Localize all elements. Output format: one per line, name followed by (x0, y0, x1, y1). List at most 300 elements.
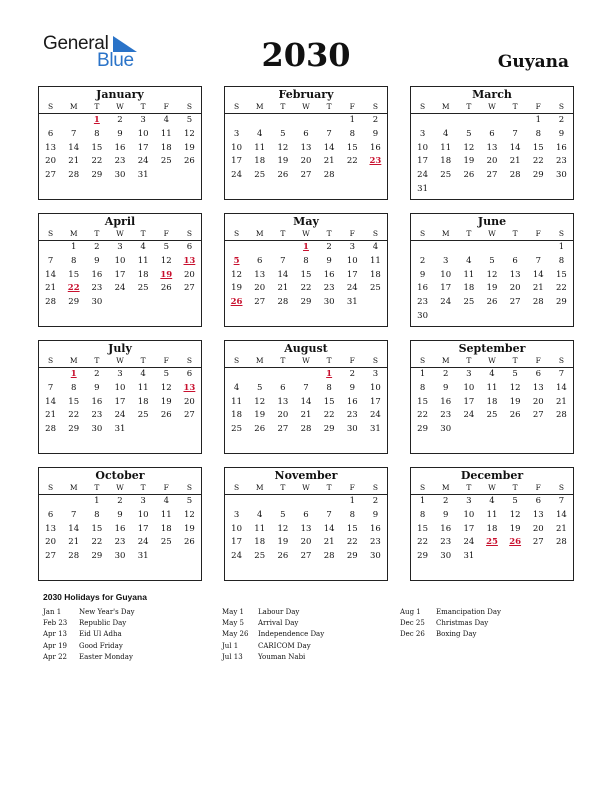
day-cell: 26 (254, 424, 266, 435)
day-cell: 23 (114, 156, 126, 167)
day-cell (480, 550, 503, 564)
weekday-header: T (512, 356, 518, 365)
week-row (39, 368, 201, 382)
week-row (39, 269, 201, 283)
day-cell: 23 (440, 537, 452, 548)
holidays-title: 2030 Holidays for Guyana (43, 592, 147, 602)
holiday-date: Apr 22 (43, 652, 68, 661)
day-cell: 17 (417, 156, 428, 167)
day-cell: 8 (94, 509, 100, 520)
day-cell: 22 (346, 156, 358, 167)
day-cell: 12 (277, 523, 289, 534)
day-cell: 11 (160, 128, 172, 139)
day-cell (504, 241, 527, 255)
week-row (39, 282, 201, 296)
day-cell (155, 296, 178, 310)
day-cell: 16 (346, 396, 358, 407)
day-cell: 3 (140, 115, 146, 125)
day-cell: 31 (346, 297, 358, 308)
holiday-day-cell: 26 (230, 297, 243, 308)
week-row (225, 155, 387, 169)
day-cell: 9 (443, 509, 449, 520)
week-row (225, 128, 387, 142)
day-cell: 19 (277, 156, 289, 167)
day-cell: 5 (280, 128, 286, 139)
weekday-header-row (411, 228, 573, 241)
month-title: May (293, 215, 319, 228)
day-cell: 20 (45, 156, 56, 167)
day-cell: 14 (323, 142, 335, 153)
holiday-name: Republic Day (79, 619, 127, 628)
day-cell: 28 (323, 170, 335, 181)
day-cell: 20 (509, 283, 521, 294)
day-cell: 17 (114, 269, 126, 280)
weekday-header: T (512, 483, 518, 492)
month-title: January (96, 88, 144, 101)
weekday-header: T (326, 356, 332, 365)
day-cell: 21 (509, 156, 521, 167)
day-cell: 10 (463, 382, 475, 393)
day-cell: 14 (509, 142, 521, 153)
holiday-entry (400, 618, 501, 629)
day-cell (457, 423, 480, 437)
day-cell: 26 (160, 283, 172, 294)
week-row (39, 142, 201, 156)
day-cell: 6 (535, 369, 541, 379)
day-cell: 4 (372, 242, 379, 252)
day-cell: 31 (417, 183, 428, 194)
weekday-header: T (466, 356, 472, 365)
day-cell: 8 (349, 509, 355, 520)
weekday-header: W (302, 356, 310, 365)
day-cell: 27 (184, 283, 195, 294)
weekday-header-row (225, 355, 387, 368)
weekday-header-row (411, 355, 573, 368)
day-cell: 3 (372, 369, 379, 379)
day-cell: 8 (71, 382, 77, 393)
weekday-header: T (140, 229, 146, 238)
day-cell: 5 (512, 369, 518, 379)
day-cell: 28 (323, 551, 335, 562)
week-row (39, 509, 201, 523)
day-cell: 10 (370, 382, 381, 393)
day-cell (434, 183, 457, 197)
day-cell: 10 (463, 509, 475, 520)
day-cell: 2 (443, 496, 449, 506)
weekday-header: F (535, 102, 541, 111)
week-row (411, 382, 573, 396)
day-cell: 25 (440, 170, 452, 181)
day-cell (271, 495, 294, 509)
day-cell: 1 (419, 369, 426, 379)
day-cell: 9 (443, 382, 449, 393)
day-cell: 16 (556, 142, 567, 153)
day-cell (178, 296, 201, 310)
day-cell: 4 (233, 382, 240, 393)
day-cell: 3 (233, 509, 240, 520)
weekday-header: T (94, 483, 100, 492)
holiday-date: Apr 19 (43, 641, 68, 650)
day-cell (294, 368, 317, 382)
day-cell: 5 (257, 382, 263, 393)
day-cell: 9 (326, 255, 332, 266)
day-cell: 23 (370, 537, 381, 548)
day-cell: 8 (349, 128, 355, 139)
day-cell (457, 183, 480, 197)
month-title: April (104, 215, 136, 228)
day-cell: 27 (277, 424, 289, 435)
weekday-header-row (411, 101, 573, 114)
weekday-header: F (349, 356, 355, 365)
day-cell: 7 (558, 369, 565, 379)
day-cell (155, 423, 178, 437)
week-row (411, 241, 573, 255)
day-cell: 22 (91, 537, 103, 548)
weekday-header: S (48, 356, 54, 365)
month-may (224, 213, 388, 327)
day-cell: 29 (300, 297, 312, 308)
day-cell: 18 (231, 410, 242, 421)
weekday-header: M (441, 483, 450, 492)
day-cell: 28 (45, 424, 56, 435)
day-cell: 20 (532, 396, 544, 407)
day-cell: 2 (558, 115, 565, 125)
week-row (411, 368, 573, 382)
day-cell: 17 (137, 142, 149, 153)
week-row (225, 255, 387, 269)
day-cell: 2 (349, 369, 355, 379)
day-cell: 2 (419, 255, 426, 266)
week-row (411, 114, 573, 128)
day-cell: 1 (71, 242, 77, 252)
day-cell: 3 (117, 242, 123, 252)
day-cell: 2 (117, 496, 123, 506)
holiday-entry (43, 618, 135, 629)
day-cell: 11 (254, 142, 266, 153)
week-row (225, 409, 387, 423)
holiday-entry (43, 641, 135, 652)
day-cell (550, 310, 573, 324)
day-cell: 21 (323, 537, 335, 548)
day-cell: 17 (114, 396, 126, 407)
day-cell: 29 (68, 297, 80, 308)
day-cell: 29 (323, 424, 335, 435)
day-cell: 1 (535, 115, 541, 125)
day-cell: 6 (186, 242, 193, 252)
day-cell: 25 (254, 170, 266, 181)
day-cell: 18 (486, 523, 498, 534)
day-cell: 8 (326, 382, 332, 393)
weekday-header: M (255, 356, 264, 365)
day-cell: 26 (509, 410, 521, 421)
day-cell: 24 (231, 551, 242, 562)
weekday-header: F (163, 483, 169, 492)
holiday-entry (222, 641, 324, 652)
week-row (39, 423, 201, 437)
day-cell: 28 (300, 424, 312, 435)
day-cell: 16 (91, 269, 103, 280)
weekday-header: S (234, 102, 240, 111)
day-cell: 20 (532, 523, 544, 534)
week-row (39, 382, 201, 396)
weekday-header-row (225, 482, 387, 495)
day-cell: 17 (231, 156, 242, 167)
day-cell: 4 (257, 509, 263, 520)
week-row (39, 495, 201, 509)
day-cell: 9 (419, 269, 426, 280)
day-cell: 29 (91, 551, 103, 562)
day-cell: 6 (303, 128, 309, 139)
weekday-header: S (420, 102, 426, 111)
day-cell: 15 (417, 396, 428, 407)
week-row (225, 495, 387, 509)
weekday-header: T (280, 229, 286, 238)
day-cell: 7 (558, 496, 565, 506)
day-cell: 11 (486, 382, 498, 393)
day-cell (248, 368, 271, 382)
holiday-date: Dec 25 (400, 619, 425, 628)
day-cell: 16 (114, 142, 126, 153)
day-cell: 25 (486, 410, 498, 421)
day-cell (480, 423, 503, 437)
week-row (225, 509, 387, 523)
week-row (411, 396, 573, 410)
day-cell: 13 (300, 523, 312, 534)
day-cell: 19 (277, 537, 289, 548)
weekday-header: S (420, 356, 426, 365)
weekday-header: F (163, 102, 169, 111)
day-cell (271, 368, 294, 382)
weekday-header: F (349, 483, 355, 492)
day-cell: 2 (372, 115, 379, 125)
logo-general-text: General (43, 33, 109, 54)
holiday-name: Boxing Day (436, 630, 477, 639)
day-cell: 23 (323, 283, 335, 294)
day-cell: 7 (303, 382, 309, 393)
week-row (39, 296, 201, 310)
week-row (411, 155, 573, 169)
week-row (411, 142, 573, 156)
weekday-header: S (558, 229, 564, 238)
holiday-date: Aug 1 (400, 608, 421, 616)
weekday-header-row (39, 482, 201, 495)
month-title: September (458, 342, 526, 355)
holiday-name: CARICOM Day (258, 641, 311, 650)
day-cell (248, 241, 271, 255)
holiday-day-cell: 13 (183, 382, 196, 393)
weekday-header: W (116, 483, 124, 492)
day-cell: 15 (300, 269, 312, 280)
day-cell: 15 (91, 142, 103, 153)
day-cell: 16 (440, 523, 452, 534)
weekday-header: S (372, 483, 378, 492)
week-row (225, 523, 387, 537)
holiday-entry (43, 607, 135, 618)
day-cell (39, 114, 62, 128)
day-cell: 13 (254, 269, 266, 280)
day-cell: 10 (137, 128, 149, 139)
day-cell: 20 (184, 269, 195, 280)
day-cell: 1 (419, 496, 426, 506)
weekday-header: T (94, 229, 100, 238)
day-cell: 29 (417, 551, 428, 562)
weekday-header: W (116, 356, 124, 365)
day-cell: 11 (486, 509, 498, 520)
day-cell: 14 (68, 142, 80, 153)
weekday-header: T (512, 229, 518, 238)
month-title: June (477, 215, 507, 228)
month-december (410, 467, 574, 581)
month-july (38, 340, 202, 454)
day-cell: 7 (326, 509, 332, 520)
day-cell: 15 (417, 523, 428, 534)
weekday-header: T (466, 229, 472, 238)
day-cell: 12 (160, 382, 172, 393)
weekday-header: T (466, 102, 472, 111)
day-cell (225, 114, 248, 128)
holiday-day-cell: 22 (67, 283, 80, 294)
weekday-header: S (186, 229, 192, 238)
day-cell (178, 169, 201, 183)
month-september (410, 340, 574, 454)
day-cell (550, 550, 573, 564)
day-cell: 11 (137, 382, 149, 393)
weekday-header: S (186, 356, 192, 365)
weekday-header: W (302, 229, 310, 238)
weekday-header: F (535, 356, 541, 365)
day-cell (108, 296, 131, 310)
day-cell: 9 (117, 509, 123, 520)
weekday-header: W (488, 102, 496, 111)
day-cell: 16 (114, 523, 126, 534)
day-cell: 30 (440, 551, 452, 562)
weekday-header: S (420, 229, 426, 238)
day-cell: 13 (532, 382, 544, 393)
day-cell: 18 (440, 156, 452, 167)
weekday-header: S (48, 229, 54, 238)
day-cell: 22 (417, 537, 428, 548)
day-cell: 30 (556, 170, 567, 181)
day-cell (457, 241, 480, 255)
day-cell (504, 183, 527, 197)
day-cell: 19 (184, 142, 195, 153)
day-cell: 18 (486, 396, 498, 407)
day-cell: 22 (323, 410, 335, 421)
day-cell: 1 (349, 115, 355, 125)
day-cell: 18 (463, 283, 475, 294)
holiday-day-cell: 25 (486, 537, 498, 548)
day-cell: 10 (231, 142, 242, 153)
day-cell: 24 (463, 537, 475, 548)
holiday-name: Good Friday (79, 641, 123, 650)
day-cell: 24 (137, 156, 149, 167)
day-cell: 2 (443, 369, 449, 379)
day-cell: 27 (532, 537, 544, 548)
day-cell: 29 (68, 424, 80, 435)
day-cell: 7 (512, 128, 518, 139)
day-cell: 5 (163, 369, 169, 379)
day-cell: 25 (463, 297, 475, 308)
day-cell: 7 (71, 509, 77, 520)
day-cell (527, 423, 550, 437)
month-october (38, 467, 202, 581)
month-march (410, 86, 574, 200)
day-cell: 31 (114, 424, 126, 435)
day-cell (178, 423, 201, 437)
day-cell (504, 423, 527, 437)
weekday-header: W (302, 102, 310, 111)
weekday-header: T (512, 102, 518, 111)
week-row (39, 396, 201, 410)
day-cell: 17 (346, 269, 358, 280)
day-cell: 27 (509, 297, 521, 308)
holiday-date: May 26 (222, 630, 249, 639)
day-cell: 6 (47, 128, 54, 139)
week-row (411, 495, 573, 509)
day-cell: 4 (489, 369, 495, 379)
day-cell: 25 (231, 424, 242, 435)
weekday-header: S (48, 102, 54, 111)
day-cell: 18 (254, 156, 266, 167)
day-cell (434, 310, 457, 324)
day-cell (480, 310, 503, 324)
week-row (225, 282, 387, 296)
day-cell: 21 (68, 537, 80, 548)
day-cell: 12 (231, 269, 242, 280)
day-cell: 26 (463, 170, 475, 181)
weekday-header: S (558, 483, 564, 492)
day-cell (248, 495, 271, 509)
week-row (225, 550, 387, 564)
weekday-header: M (69, 102, 78, 111)
day-cell: 12 (463, 142, 475, 153)
day-cell: 16 (417, 283, 428, 294)
weekday-header: T (326, 483, 332, 492)
day-cell: 3 (443, 255, 449, 266)
holiday-name: Emancipation Day (436, 608, 501, 616)
day-cell: 8 (94, 128, 100, 139)
weekday-header-row (39, 355, 201, 368)
day-cell: 14 (556, 509, 567, 520)
day-cell: 11 (160, 509, 172, 520)
day-cell (39, 495, 62, 509)
day-cell: 4 (257, 128, 263, 139)
day-cell: 31 (137, 170, 149, 181)
day-cell: 5 (186, 496, 193, 506)
day-cell: 24 (137, 537, 149, 548)
holiday-name: Easter Monday (79, 652, 133, 661)
day-cell: 24 (440, 297, 452, 308)
weekday-header-row (225, 228, 387, 241)
day-cell: 9 (349, 382, 355, 393)
day-cell: 11 (254, 523, 266, 534)
day-cell (527, 183, 550, 197)
weekday-header: F (535, 483, 541, 492)
weekday-header: F (163, 356, 169, 365)
day-cell: 28 (556, 537, 567, 548)
day-cell: 27 (254, 297, 266, 308)
day-cell: 4 (140, 242, 146, 252)
day-cell: 2 (117, 115, 123, 125)
day-cell (504, 310, 527, 324)
day-cell: 20 (300, 537, 312, 548)
day-cell (480, 241, 503, 255)
week-row (411, 509, 573, 523)
day-cell: 22 (300, 283, 312, 294)
week-row (411, 183, 573, 197)
day-cell: 20 (254, 283, 266, 294)
day-cell: 22 (68, 410, 80, 421)
